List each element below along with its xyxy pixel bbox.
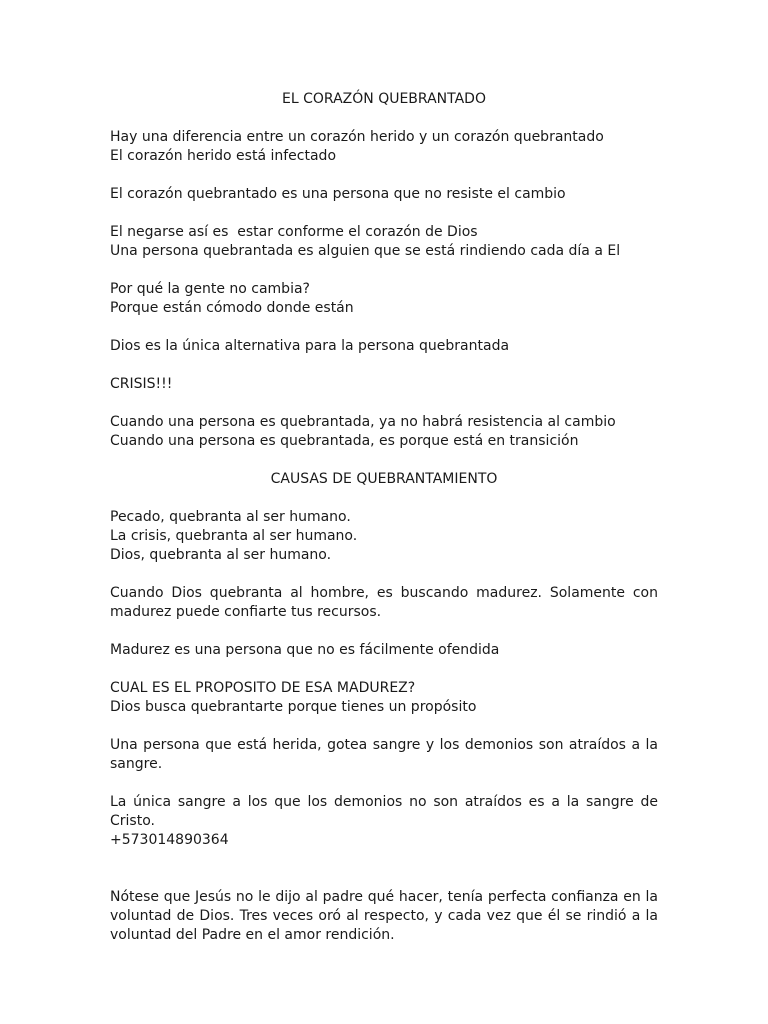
paragraph-line: Una persona quebrantada es alguien que se está rindiendo cada día a El — [110, 243, 621, 259]
paragraph-line: CRISIS!!! — [110, 376, 173, 392]
spacer — [110, 489, 658, 508]
paragraph-line: Cuando una persona es quebrantada, ya no habrá resistencia al cambio — [110, 414, 616, 430]
spacer — [110, 166, 658, 185]
spacer — [110, 261, 658, 280]
paragraph-line: Madurez es una persona que no es fácilmente ofendida — [110, 642, 500, 658]
spacer — [110, 204, 658, 223]
spacer — [110, 622, 658, 641]
paragraph-line: Cuando una persona es quebrantada, es porque está en transición — [110, 433, 579, 449]
paragraph-line: El negarse así es estar conforme el corazón de Dios — [110, 224, 478, 240]
paragraph: Cuando Dios quebranta al hombre, es buscando madurez. Solamente con madurez puede confiarte tus recursos. — [110, 585, 658, 620]
spacer — [110, 565, 658, 584]
paragraph-line: Por qué la gente no cambia? — [110, 281, 310, 297]
spacer — [110, 318, 658, 337]
spacer — [110, 394, 658, 413]
paragraph-line: CUAL ES EL PROPOSITO DE ESA MADUREZ? — [110, 680, 416, 696]
paragraph-line: Porque están cómodo donde están — [110, 300, 354, 316]
paragraph-line: El corazón quebrantado es una persona que no resiste el cambio — [110, 186, 566, 202]
paragraph-line: Dios es la única alternativa para la persona quebrantada — [110, 338, 510, 354]
section-subtitle: CAUSAS DE QUEBRANTAMIENTO — [270, 471, 498, 487]
paragraph-line: Hay una diferencia entre un corazón herido y un corazón quebrantado — [110, 129, 604, 145]
spacer — [110, 451, 658, 470]
paragraph-line: Pecado, quebranta al ser humano. — [110, 509, 351, 525]
spacer — [110, 356, 658, 375]
paragraph-line: El corazón herido está infectado — [110, 148, 337, 164]
paragraph-line: La crisis, quebranta al ser humano. — [110, 528, 358, 544]
paragraph: Nótese que Jesús no le dijo al padre qué hacer, tenía perfecta confianza en la voluntad de Dios. Tres veces oró al respecto, y cada vez que él se rindió a la voluntad del Padre en el amor rendición. — [110, 889, 658, 943]
spacer — [110, 109, 658, 128]
document-body — [110, 90, 658, 945]
spacer — [110, 774, 658, 793]
phone-number: +573014890364 — [110, 832, 229, 848]
spacer — [110, 850, 658, 888]
spacer — [110, 660, 658, 679]
spacer — [110, 717, 658, 736]
document-title: EL CORAZÓN QUEBRANTADO — [282, 91, 486, 107]
paragraph: La única sangre a los que los demonios no son atraídos es a la sangre de Cristo. — [110, 794, 658, 829]
paragraph-line: Dios busca quebrantarte porque tienes un propósito — [110, 699, 477, 715]
paragraph: Una persona que está herida, gotea sangre y los demonios son atraídos a la sangre. — [110, 737, 658, 772]
paragraph-line: Dios, quebranta al ser humano. — [110, 547, 332, 563]
